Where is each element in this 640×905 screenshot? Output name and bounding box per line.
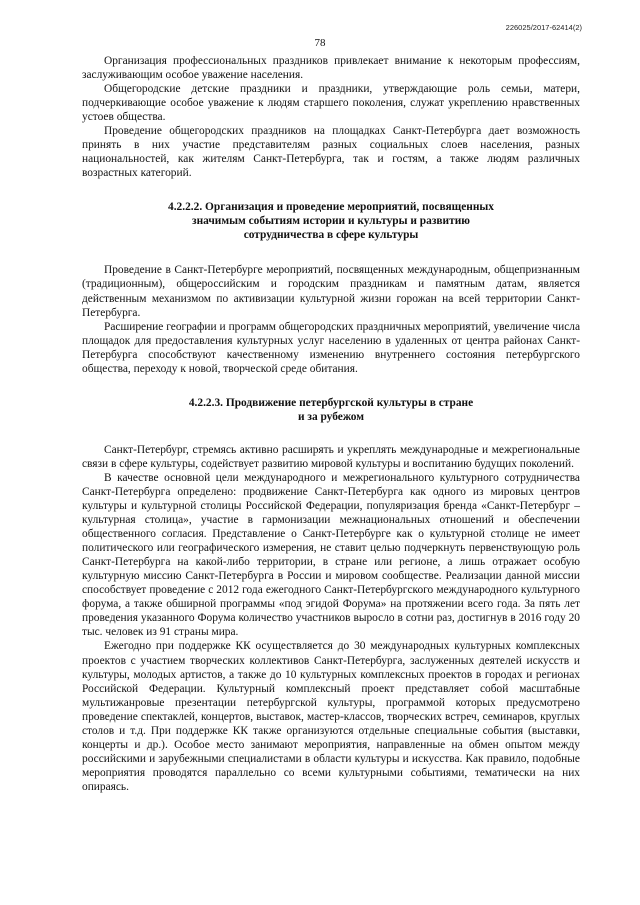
page-number: 78 <box>314 37 326 49</box>
paragraph: Проведение общегородских праздников на площадках Санкт-Петербурга дает возможность принять в них участие представителям разных социальных слоев населения, разных национальностей, как жителям Санкт-Петербурга, так и гостям, а также людям различных возрастных категорий. <box>82 125 580 180</box>
heading-line: 4.2.2.2. Организация и проведение мероприятий, посвященных <box>168 201 494 214</box>
paragraph: Организация профессиональных праздников привлекает внимание к некоторым профессиям, заслуживающим особое уважение населения. <box>82 55 580 82</box>
section-heading-4-2-2-3 <box>82 396 580 424</box>
paragraph: Ежегодно при поддержке КК осуществляется до 30 международных культурных комплексных проектов с участием творческих коллективов Санкт-Петербурга, заслуженных деятелей искусств и культуры, молодых артистов, а также до 10 культурных комплексных проектов в городах и регионах Российской Федерации. Культурный комплексный проект представляет собой масштабные мультижанровые презентации петербургской культуры, программой которых предусмотрено проведение спектаклей, концертов, выставок, мастер-классов, творческих встреч, семинаров, круглых столов и т.д. При поддержке КК также организуются отдельные специальные события (выставки, концерты и др.). Особое место занимают мероприятия, направленные на обмен опытом между российскими и зарубежными специалистами в области культуры и искусства. Как правило, подобные мероприятия проводятся параллельно со всеми культурными событиями, тематически на них опираясь. <box>82 640 580 793</box>
paragraph: В качестве основной цели международного и межрегионального культурного сотрудничества Санкт-Петербурга определено: продвижение Санкт-Петербурга как одного из мировых центров культуры и культурной столицы Российской Федерации, популяризация бренда «Санкт-Петербург – культурная столица», участие в гармонизации межнациональных отношений и обеспечении общественного согласия. Представление о Санкт-Петербурге как о культурной столице не имеет политического или географического измерения, не ставит целью подчеркнуть первенствующую роль Санкт-Петербурга на какой-либо территории, в стране или регионе, а лишь отражает особую культурную миссию Санкт-Петербурга в России и мировом сообществе. Реализации данной миссии способствует проведение с 2012 года ежегодного Санкт-Петербургского международного культурного форума, а также обширной программы «под эгидой Форума» на протяжении всего года. За пять лет проведения указанного Форума количество участников выросло в сотни раз, достигнув в 2016 году 20 тыс. человек из 91 страны мира. <box>82 471 580 639</box>
heading-line: и за рубежом <box>297 410 365 423</box>
heading-line: сотрудничества в сфере культуры <box>243 229 419 242</box>
heading-line: 4.2.2.3. Продвижение петербургской культуры в стране <box>188 396 474 409</box>
paragraph: Расширение географии и программ общегородских праздничных мероприятий, увеличение числа площадок для предоставления культурных услуг населению в удаленных от центра районах Санкт-Петербурга способствуют качественному изменению внутреннего состояния петербургского общества, переходу к новой, творческой среде обитания. <box>82 320 580 375</box>
paragraph: Проведение в Санкт-Петербурге мероприятий, посвященных международным, общепризнанным (традиционным), общероссийским и городским праздникам и памятным датам, является действенным механизмом по активизации культурной жизни горожан на всей территории Санкт-Петербурга. <box>82 264 580 319</box>
section-heading-4-2-2-2 <box>82 200 580 242</box>
heading-line: значимым событиям истории и культуры и развитию <box>192 215 470 228</box>
paragraph: Общегородские детские праздники и праздники, утверждающие роль семьи, матери, подчеркивающие особое уважение к людям старшего поколения, служат укреплению нравственных устоев общества. <box>82 83 580 124</box>
document-body <box>82 54 580 794</box>
paragraph: Санкт-Петербург, стремясь активно расширять и укреплять международные и межрегиональные связи в сфере культуры, содействует развитию мировой культуры и воспитанию будущих поколений. <box>82 443 580 470</box>
document-id: 226025/2017-62414(2) <box>505 23 582 32</box>
